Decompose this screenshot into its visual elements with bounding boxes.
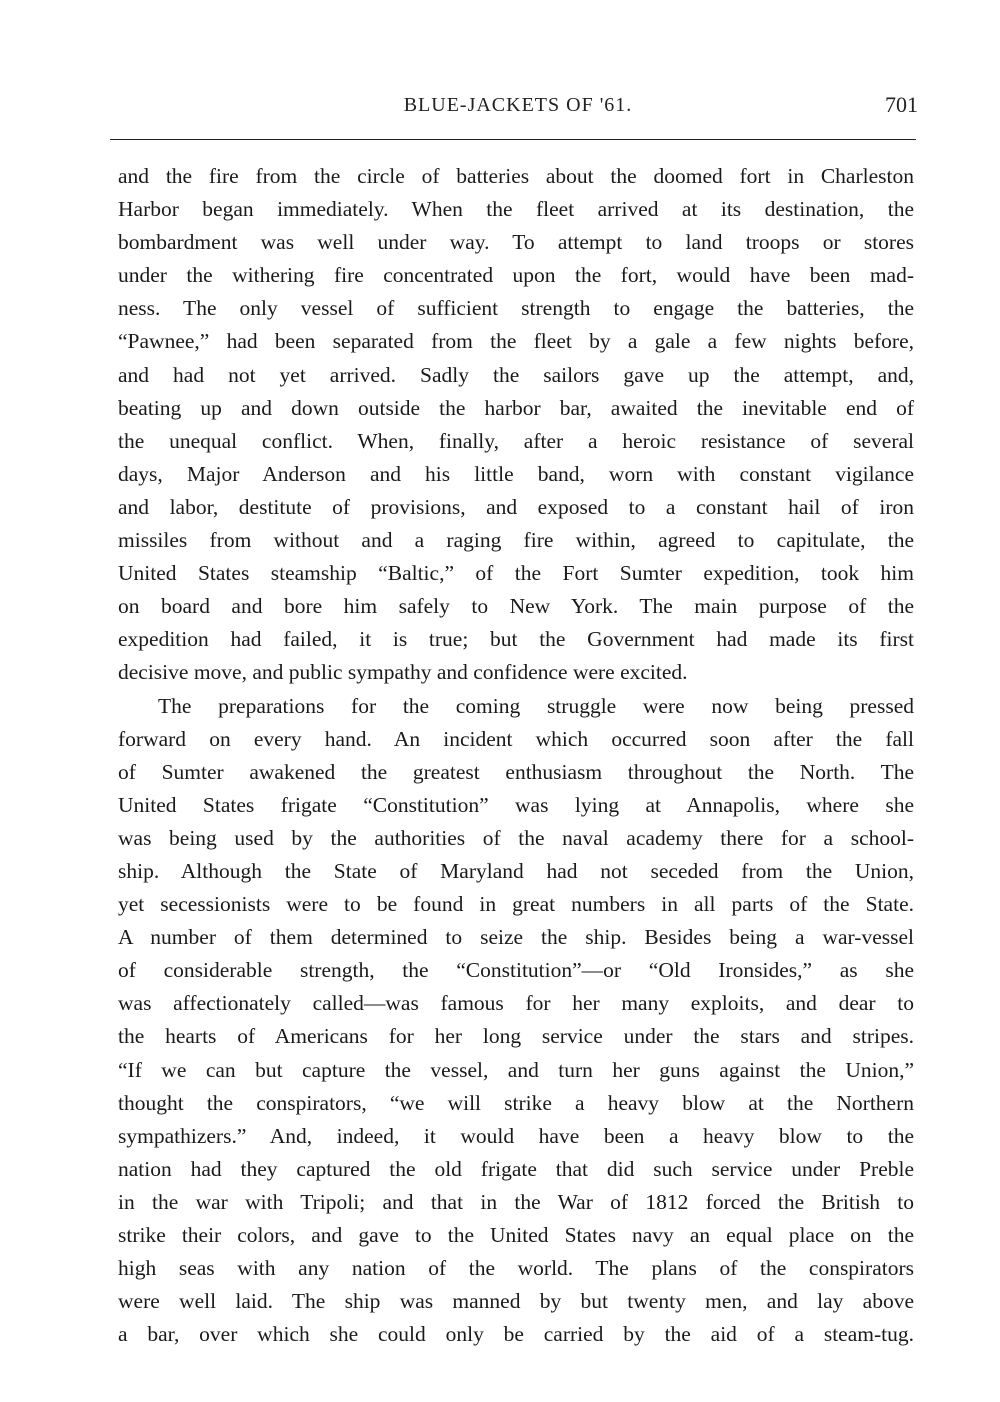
- text-line: in the war with Tripoli; and that in the War of 1812 forced the British to: [118, 1189, 914, 1214]
- text-line: bombardment was well under way. To attempt to land troops or stores: [118, 230, 914, 255]
- paragraph-2: [118, 690, 914, 1352]
- text-line: on board and bore him safely to New York. The main purpose of the: [118, 594, 914, 619]
- text-line: A number of them determined to seize the ship. Besides being a war-vessel: [118, 925, 914, 950]
- text-line: and labor, destitute of provisions, and exposed to a constant hail of iron: [118, 494, 914, 519]
- page-number: 701: [885, 92, 918, 117]
- text-line: the hearts of Americans for her long service under the stars and stripes.: [118, 1024, 914, 1049]
- text-line: beating up and down outside the harbor bar, awaited the inevitable end of: [118, 395, 914, 420]
- text-line: ship. Although the State of Maryland had not seceded from the Union,: [118, 858, 914, 883]
- text-line: high seas with any nation of the world. The plans of the conspirators: [118, 1256, 914, 1281]
- text-line: strike their colors, and gave to the United States navy an equal place on the: [118, 1223, 914, 1247]
- running-head: [118, 94, 918, 124]
- text-line: and had not yet arrived. Sadly the sailors gave up the attempt, and,: [118, 362, 914, 387]
- text-line: of considerable strength, the “Constitution”—or “Old Ironsides,” as she: [118, 958, 914, 983]
- text-line: “Pawnee,” had been separated from the fleet by a gale a few nights before,: [118, 329, 914, 354]
- body-text: [118, 160, 914, 1351]
- header-rule: [110, 139, 916, 140]
- text-line: decisive move, and public sympathy and confidence were excited.: [118, 660, 688, 685]
- text-line: under the withering fire concentrated upon the fort, would have been mad-: [118, 263, 914, 288]
- text-line: and the fire from the circle of batteries about the doomed fort in Charleston: [118, 164, 914, 188]
- text-line: a bar, over which she could only be carried by the aid of a steam-tug.: [118, 1322, 914, 1347]
- text-line: United States steamship “Baltic,” of the Fort Sumter expedition, took him: [118, 561, 914, 586]
- text-line: of Sumter awakened the greatest enthusiasm throughout the North. The: [118, 759, 914, 784]
- text-line: The preparations for the coming struggle were now being pressed: [158, 693, 914, 718]
- text-line: nation had they captured the old frigate that did such service under Preble: [118, 1156, 914, 1181]
- text-line: ness. The only vessel of sufficient strength to engage the batteries, the: [118, 296, 914, 321]
- text-line: expedition had failed, it is true; but the Government had made its first: [118, 627, 914, 652]
- text-line: United States frigate “Constitution” was lying at Annapolis, where she: [118, 792, 914, 817]
- text-line: was being used by the authorities of the naval academy there for a school-: [118, 825, 914, 850]
- running-title: BLUE-JACKETS OF '61.: [403, 94, 633, 116]
- text-line: sympathizers.” And, indeed, it would have been a heavy blow to the: [118, 1123, 914, 1148]
- text-line: “If we can but capture the vessel, and turn her guns against the Union,”: [118, 1057, 914, 1082]
- paragraph-1: [118, 160, 914, 690]
- text-line: days, Major Anderson and his little band, worn with constant vigilance: [118, 461, 914, 486]
- text-line: were well laid. The ship was manned by but twenty men, and lay above: [118, 1289, 914, 1314]
- text-line: yet secessionists were to be found in great numbers in all parts of the State.: [118, 892, 914, 917]
- text-line: forward on every hand. An incident which occurred soon after the fall: [118, 726, 914, 751]
- text-line: the unequal conflict. When, finally, after a heroic resistance of several: [118, 428, 914, 453]
- text-line: thought the conspirators, “we will strike a heavy blow at the Northern: [118, 1090, 914, 1115]
- text-line: missiles from without and a raging fire within, agreed to capitulate, the: [118, 528, 914, 553]
- text-line: Harbor began immediately. When the fleet arrived at its destination, the: [118, 197, 914, 222]
- text-line: was affectionately called—was famous for her many exploits, and dear to: [118, 991, 914, 1016]
